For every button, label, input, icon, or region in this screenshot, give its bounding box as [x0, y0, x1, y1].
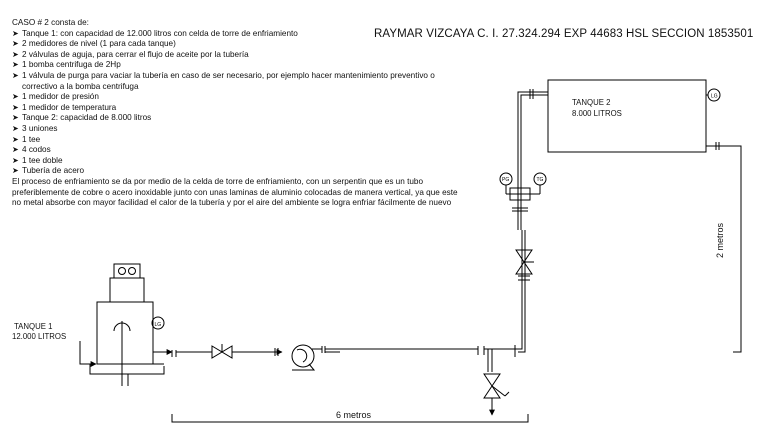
arrow-bullet-icon: ➤	[12, 134, 19, 144]
tank1-capacity: 12.000 LITROS	[12, 332, 67, 341]
pressure-gauge-tag: PG	[502, 177, 510, 183]
process-description: El proceso de enfriamiento se da por medio de la celda de torre de enfriamiento, con un serpentin que es un tubo preferiblemente de cobre o acero inoxidable junto con unas laminas de aluminio colocadas de manera vertical, ya que este no metal absorbe con mayor facilidad el calor de la tubería y por el aire del ambiente se logra enfriar fácilmente de nuevo	[12, 176, 458, 208]
tank2-label: TANQUE 2	[572, 98, 611, 107]
list-item: ➤ 1 medidor de temperatura	[12, 102, 117, 112]
list-item: ➤ 1 bomba centrifuga de 2Hp	[12, 60, 121, 70]
arrow-bullet-icon: ➤	[12, 123, 19, 133]
student-header: RAYMAR VIZCAYA C. I. 27.324.294 EXP 44683 HSL SECCION 1853501	[374, 28, 754, 40]
tank1-level-gauge-tag: LG	[154, 322, 162, 328]
arrow-bullet-icon: ➤	[12, 92, 19, 102]
arrow-bullet-icon: ➤	[12, 113, 19, 123]
arrow-bullet-icon: ➤	[12, 49, 19, 59]
tank1-label: TANQUE 1	[14, 322, 53, 331]
list-item: ➤ 1 tee doble	[12, 155, 63, 165]
arrow-bullet-icon: ➤	[12, 145, 19, 155]
tank2	[548, 80, 706, 152]
tank2-capacity: 8.000 LITROS	[572, 109, 622, 118]
case-title: CASO # 2 consta de:	[12, 18, 89, 27]
arrow-bullet-icon: ➤	[12, 155, 19, 165]
list-item: ➤ 1 válvula de purga para vaciar la tubería en caso de ser necesario, por ejemplo hacer mantenimiento preventivo o correctivo a la bomba centrifuga	[12, 70, 435, 91]
horizontal-dimension-line	[172, 414, 528, 422]
list-item: ➤ 1 tee	[12, 134, 41, 144]
tank1-cooling-tower	[80, 264, 164, 386]
list-item: ➤ 1 medidor de presión	[12, 92, 99, 102]
list-item: ➤ 4 codos	[12, 145, 51, 155]
tank2-level-gauge-tag: LG	[711, 93, 718, 100]
list-item: ➤ Tanque 2: capacidad de 8.000 litros	[12, 113, 152, 123]
list-item: ➤ Tanque 1: con capacidad de 12.000 litros con celda de torre de enfriamiento	[12, 28, 298, 38]
arrow-bullet-icon: ➤	[12, 166, 19, 176]
centrifugal-pump	[292, 345, 325, 370]
vertical-dimension-line	[733, 146, 741, 352]
list-item: ➤ 2 válvulas de aguja, para cerrar el flujo de aceite por la tubería	[12, 49, 249, 59]
list-item: ➤ 3 uniones	[12, 123, 58, 133]
list-item: ➤ Tubería de acero	[12, 166, 85, 176]
arrow-bullet-icon: ➤	[12, 28, 19, 38]
list-item: ➤ 2 medidores de nivel (1 para cada tanque)	[12, 39, 176, 49]
vertical-dimension-label: 2 metros	[715, 222, 725, 258]
arrow-bullet-icon: ➤	[12, 70, 19, 80]
horizontal-dimension-label: 6 metros	[336, 410, 372, 420]
arrow-bullet-icon: ➤	[12, 39, 19, 49]
purge-valve	[484, 374, 509, 415]
needle-valve-1	[212, 344, 232, 358]
arrow-bullet-icon: ➤	[12, 102, 19, 112]
arrow-bullet-icon: ➤	[12, 60, 19, 70]
temperature-gauge-tag: TG	[536, 177, 544, 183]
